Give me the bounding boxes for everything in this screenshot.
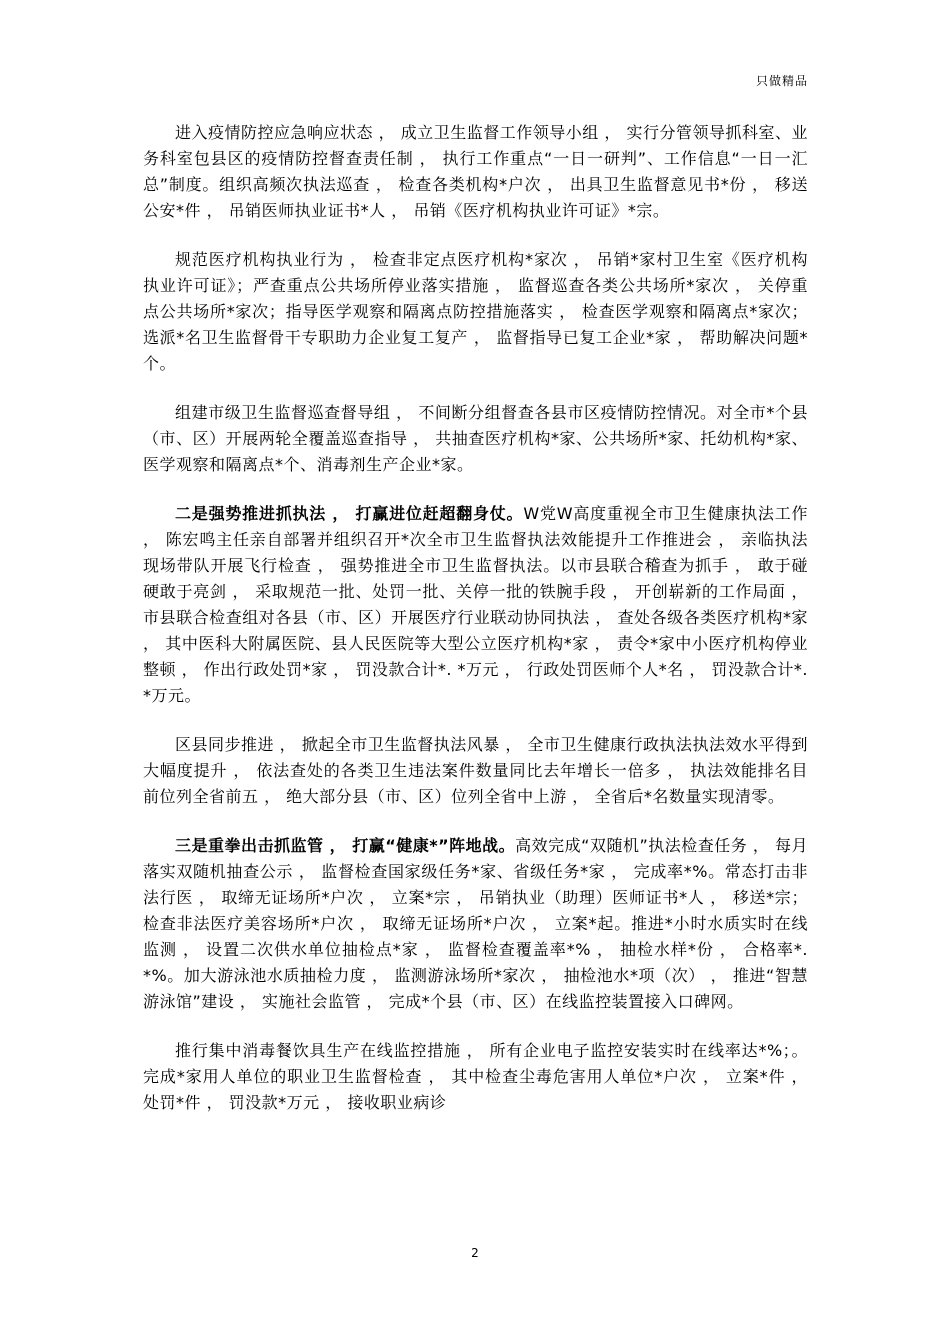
paragraph-text: W党W高度重视全市卫生健康执法工作 ， 陈宏鸣主任亲自部署并组织召开*次全市卫生监督执法效能提升工作推进会 ， 亲临执法现场带队开展飞行检查 ， 强势推进全市卫生监督执法。以市县联合稽查为抓手 ， 敢于碰硬敢于亮剑 ， 采取规范一批、处罚一批、关停一批的铁腕手段 ， 开创崭新的工作局面 ， 市县联合检查组对各县（市、区）开展医疗行业联动协同执法 ， 查处各级各类医疗机构*家 ， 其中医科大附属医院、县人民医院等大型公立医疗机构*家 ， 责令*家中小医疗机构停业整顿 ， 作出行政处罚*家 ， 罚没款合计*. *万元 ， 行政处罚医师个人*名 ， 罚没款合计*. *万元。 bbox=[143, 504, 808, 705]
paragraph bbox=[143, 732, 808, 810]
paragraph-text: 进入疫情防控应急响应状态 ， 成立卫生监督工作领导小组 ， 实行分管领导抓科室、业务科室包县区的疫情防控督查责任制 ， 执行工作重点“一日一研判”、工作信息“一日一汇总”制度。组织高频次执法巡查 ， 检查各类机构*户次 ， 出具卫生监督意见书*份 ， 移送公安*件 ， 吊销医师执业证书*人 ， 吊销《医疗机构执业许可证》*宗。 bbox=[143, 123, 808, 220]
paragraph bbox=[143, 400, 808, 478]
document-body bbox=[143, 120, 808, 1139]
paragraph-text: 组建市级卫生监督巡查督导组 ， 不间断分组督查各县市区疫情防控情况。对全市*个县（市、区）开展两轮全覆盖巡查指导 ， 共抽查医疗机构*家、公共场所*家、托幼机构*家、医学观察和隔离点*个、消毒剂生产企业*家。 bbox=[143, 403, 808, 474]
paragraph-text: 区县同步推进 ， 掀起全市卫生监督执法风暴 ， 全市卫生健康行政执法执法效水平得到大幅度提升 ， 依法查处的各类卫生违法案件数量同比去年增长一倍多 ， 执法效能排名目前位列全省前五 ， 绝大部分县（市、区）位列全省中上游 ， 全省后*名数量实现清零。 bbox=[143, 735, 808, 806]
paragraph-text: 高效完成“双随机”执法检查任务 ， 每月落实双随机抽查公示 ， 监督检查国家级任务*家、省级任务*家 ， 完成率*%。常态打击非法行医 ， 取缔无证场所*户次 ， 立案*宗 ， 吊销执业（助理）医师证书*人 ， 移送*宗；检查非法医疗美容场所*户次 ， 取缔无证场所*户次 ， 立案*起。推进*小时水质实时在线监测 ， 设置二次供水单位抽检点*家 ， 监督检查覆盖率*% ， 抽检水样*份 ， 合格率*. *%。加大游泳池水质抽检力度 ， 监测游泳场所*家次 ， 抽检池水*项（次） ， 推进“智慧游泳馆”建设 ， 实施社会监管 ， 完成*个县（市、区）在线监控装置接入口碑网。 bbox=[143, 836, 808, 1011]
paragraph bbox=[143, 120, 808, 224]
page-header: 只做精品 bbox=[755, 74, 808, 88]
paragraph bbox=[143, 833, 808, 1015]
paragraph bbox=[143, 1038, 808, 1116]
paragraph bbox=[143, 247, 808, 377]
paragraph bbox=[143, 501, 808, 709]
paragraph-text: 推行集中消毒餐饮具生产在线监控措施 ， 所有企业电子监控安装实时在线率达*%；。完成*家用人单位的职业卫生监督检查 ， 其中检查尘毒危害用人单位*户次 ， 立案*件 ， 处罚*件 ， 罚没款*万元 ， 接收职业病诊 bbox=[143, 1041, 808, 1112]
paragraph-text: 规范医疗机构执业行为 ， 检查非定点医疗机构*家次 ， 吊销*家村卫生室《医疗机构执业许可证》；严查重点公共场所停业落实措施 ， 监督巡查各类公共场所*家次 ， 关停重点公共场所*家次；指导医学观察和隔离点防控措施落实 ， 检查医学观察和隔离点*家次；选派*名卫生监督骨干专职助力企业复工复产 ， 监督指导已复工企业*家 ， 帮助解决问题*个。 bbox=[143, 250, 808, 373]
page-number: 2 bbox=[471, 1246, 479, 1260]
paragraph-lead: 三是重拳出击抓监管 ， 打赢“健康*”阵地战。 bbox=[175, 836, 516, 855]
paragraph-lead: 二是强势推进抓执法 ， 打赢进位赶超翻身仗。 bbox=[175, 504, 524, 523]
